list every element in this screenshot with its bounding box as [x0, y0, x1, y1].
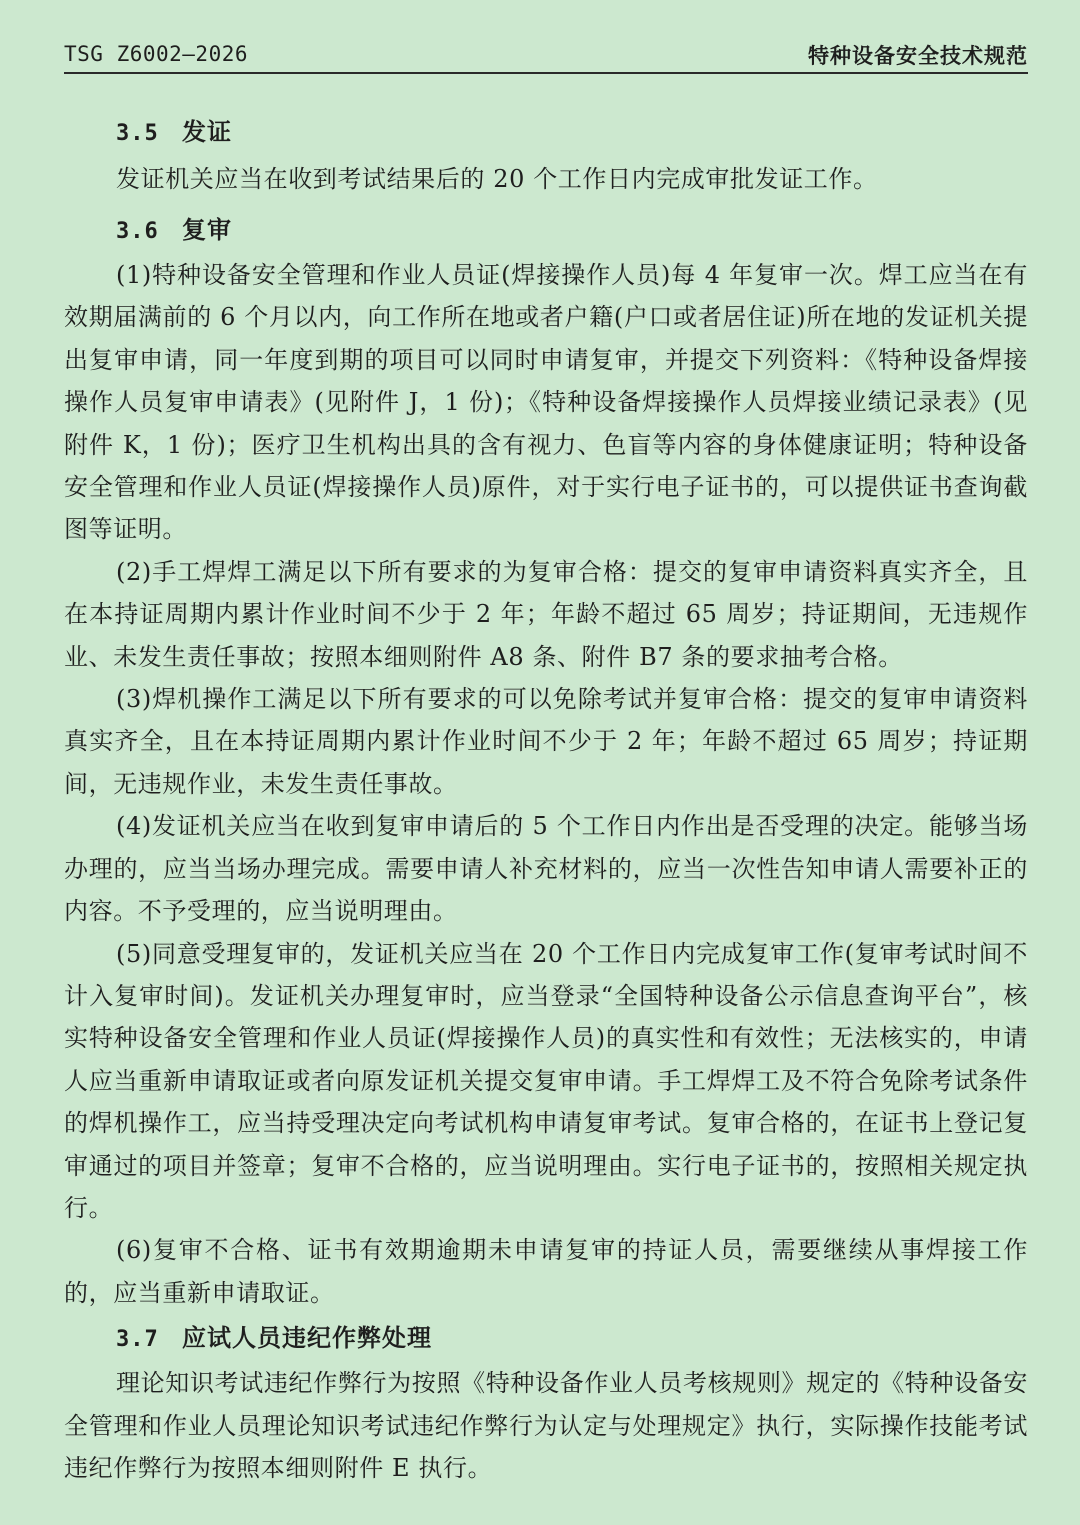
paragraph: (3)焊机操作工满足以下所有要求的可以免除考试并复审合格：提交的复审申请资料真实齐全，且在本持证周期内累计作业时间不少于 2 年；年龄不超过 65 周岁；持证期间，无违规作业，未发生责任事故。 — [64, 685, 1028, 798]
section-heading-3-5 — [64, 108, 1028, 156]
standard-code: TSG Z6002—2026 — [64, 42, 249, 66]
document-body — [64, 108, 1028, 1489]
section-title: 复审 — [182, 216, 232, 244]
section-heading-3-7 — [64, 1314, 1028, 1362]
section-number: 3.7 — [116, 1327, 159, 1353]
section-number: 3.6 — [116, 219, 159, 244]
header-title: 特种设备安全技术规范 — [808, 44, 1028, 68]
paragraph: (1)特种设备安全管理和作业人员证(焊接操作人员)每 4 年复审一次。焊工应当在有效期届满前的 6 个月以内，向工作所在地或者户籍(户口或者居住证)所在地的发证机关提出复审申请，同一年度到期的项目可以同时申请复审，并提交下列资料：《特种设备焊接操作人员复审申请表》(见附件 J，1 份)；《特种设备焊接操作人员焊接业绩记录表》(见附件 K，1 份)；医疗卫生机构出具的含有视力、色盲等内容的身体健康证明；特种设备安全管理和作业人员证(焊接操作人员)原件，对于实行电子证书的，可以提供证书查询截图等证明。 — [64, 261, 1028, 544]
paragraph: (5)同意受理复审的，发证机关应当在 20 个工作日内完成复审工作(复审考试时间不计入复审时间)。发证机关办理复审时，应当登录“全国特种设备公示信息查询平台”，核实特种设备安全管理和作业人员证(焊接操作人员)的真实性和有效性；无法核实的，申请人应当重新申请取证或者向原发证机关提交复审申请。手工焊焊工及不符合免除考试条件的焊机操作工，应当持受理决定向考试机构申请复审考试。复审合格的，在证书上登记复审通过的项目并签章；复审不合格的，应当说明理由。实行电子证书的，按照相关规定执行。 — [64, 939, 1028, 1222]
section-title: 发证 — [182, 118, 232, 146]
section-heading-3-6 — [64, 206, 1028, 254]
section-number: 3.5 — [116, 121, 159, 146]
paragraph: 发证机关应当在收到考试结果后的 20 个工作日内完成审批发证工作。 — [116, 165, 878, 193]
paragraph: (4)发证机关应当在收到复审申请后的 5 个工作日内作出是否受理的决定。能够当场办理的，应当当场办理完成。需要申请人补充材料的，应当一次性告知申请人需要补正的内容。不予受理的，应当说明理由。 — [64, 812, 1028, 926]
paragraph: (6)复审不合格、证书有效期逾期未申请复审的持证人员，需要继续从事焊接工作的，应当重新申请取证。 — [64, 1236, 1028, 1307]
section-title: 应试人员违纪作弊处理 — [182, 1324, 432, 1353]
paragraph: 理论知识考试违纪作弊行为按照《特种设备作业人员考核规则》规定的《特种设备安全管理和作业人员理论知识考试违纪作弊行为认定与处理规定》执行，实际操作技能考试违纪作弊行为按照本细则附件 E 执行。 — [64, 1369, 1028, 1482]
page-header — [64, 40, 1028, 74]
paragraph: (2)手工焊焊工满足以下所有要求的为复审合格：提交的复审申请资料真实齐全，且在本持证周期内累计作业时间不少于 2 年；年龄不超过 65 周岁；持证期间，无违规作业、未发生责任事故；按照本细则附件 A8 条、附件 B7 条的要求抽考合格。 — [64, 557, 1028, 671]
